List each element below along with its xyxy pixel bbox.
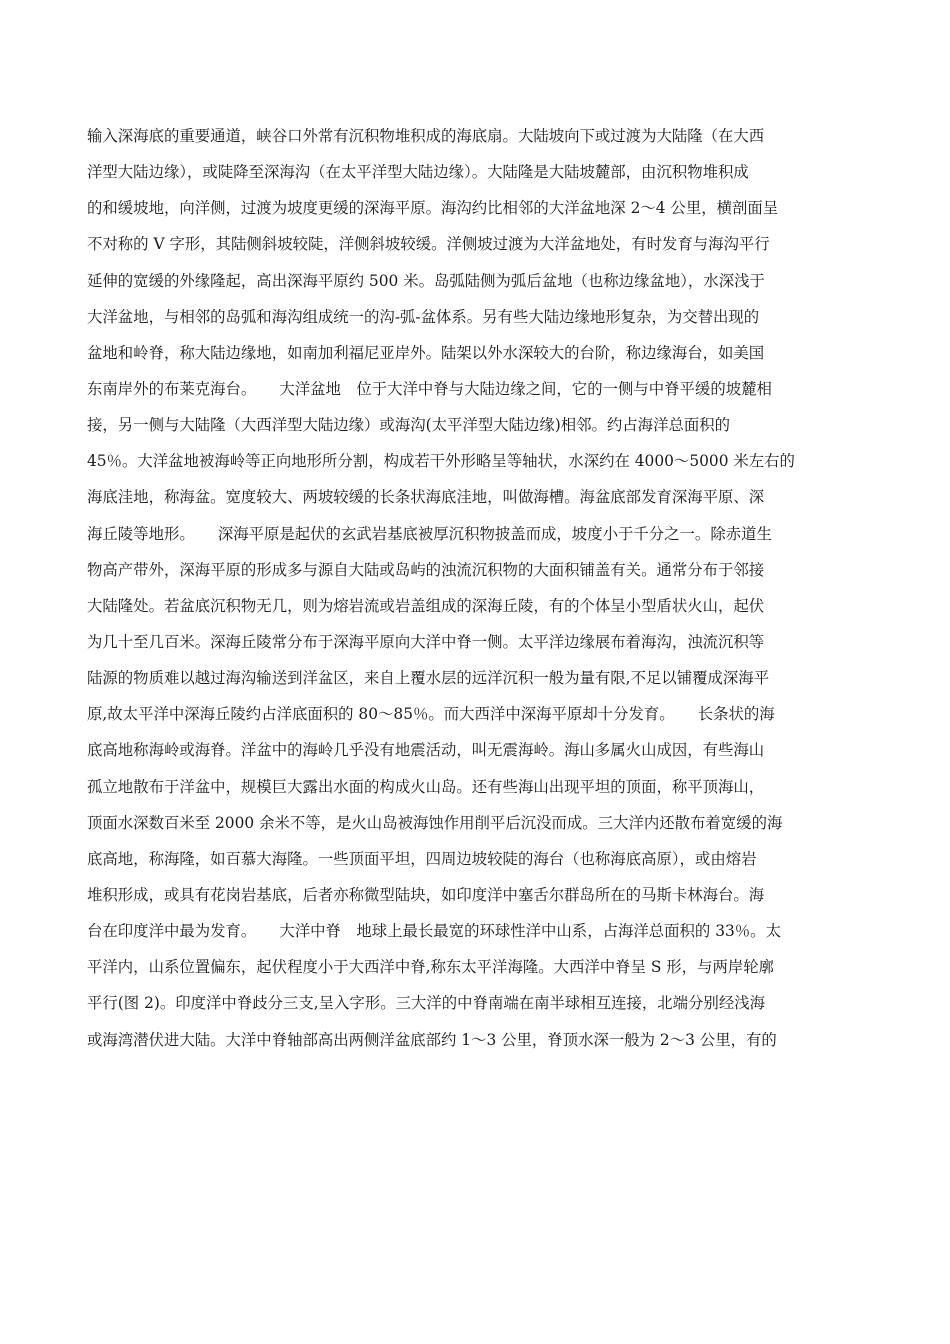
text-line: 原,故太平洋中深海丘陵约占洋底面积的 80～85％。而大西洋中深海平原却十分发育。 长条状的海 (87, 705, 775, 724)
text-line: 孤立地散布于洋盆中，规模巨大露出水面的构成火山岛。还有些海山出现平坦的顶面，称平顶海山， (87, 777, 765, 796)
text-line: 平行(图 2)。印度洋中脊歧分三支,呈入字形。三大洋的中脊南端在南半球相互连接，北端分别经浅海 (87, 994, 765, 1013)
text-line: 堆积形成，或具有花岗岩基底，后者亦称微型陆块，如印度洋中塞舌尔群岛所在的马斯卡林海台。海 (87, 885, 765, 904)
text-line: 海丘陵等地形。 深海平原是起伏的玄武岩基底被厚沉积物披盖而成，坡度小于千分之一。除赤道生 (87, 524, 772, 543)
text-line: 陆源的物质难以越过海沟输送到洋盆区，来自上覆水层的远洋沉积一般为量有限,不足以铺覆成深海平 (87, 669, 770, 688)
text-line: 的和缓坡地，向洋侧，过渡为坡度更缓的深海平原。海沟约比相邻的大洋盆地深 2～4 公里，横剖面呈 (87, 199, 779, 218)
text-line: 大洋盆地，与相邻的岛弧和海沟组成统一的沟-弧-盆体系。另有些大陆边缘地形复杂，为交替出现的 (87, 307, 760, 326)
text-line: 底高地称海岭或海脊。洋盆中的海岭几乎没有地震活动，叫无震海岭。海山多属火山成因，有些海山 (87, 741, 765, 760)
text-line: 海底洼地，称海盆。宽度较大、两坡较缓的长条状海底洼地，叫做海槽。海盆底部发育深海平原、深 (87, 488, 765, 507)
text-line: 输入深海底的重要通道，峡谷口外常有沉积物堆积成的海底扇。大陆坡向下或过渡为大陆隆（在大西 (87, 127, 765, 145)
text-line: 延伸的宽缓的外缘隆起，高出深海平原约 500 米。岛弧陆侧为弧后盆地（也称边缘盆地），水深浅于 (87, 271, 765, 290)
text-line: 或海湾潜伏进大陆。大洋中脊轴部高出两侧洋盆底部约 1～3 公里，脊顶水深一般为 2～3 公里，有的 (87, 1030, 777, 1049)
text-line: 盆地和岭脊，称大陆边缘地，如南加利福尼亚岸外。陆架以外水深较大的台阶，称边缘海台，如美国 (87, 343, 765, 362)
text-line: 为几十至几百米。深海丘陵常分布于深海平原向大洋中脊一侧。太平洋边缘展布着海沟，浊流沉积等 (87, 632, 765, 651)
text-line: 台在印度洋中最为发育。 大洋中脊 地球上最长最宽的环球性洋中山系，占海洋总面积的 33％。太 (87, 922, 781, 941)
text-line: 顶面水深数百米至 2000 余米不等，是火山岛被海蚀作用削平后沉没而成。三大洋内还散布着宽缓的海 (87, 813, 783, 832)
text-line: 接，另一侧与大陆隆（大西洋型大陆边缘）或海沟(太平洋型大陆边缘)相邻。约占海洋总面积的 (87, 416, 731, 435)
text-line: 平洋内，山系位置偏东，起伏程度小于大西洋中脊,称东太平洋海隆。大西洋中脊呈 S 形，与两岸轮廓 (87, 958, 775, 977)
text-line: 大陆隆处。若盆底沉积物无几，则为熔岩流或岩盖组成的深海丘陵，有的个体呈小型盾状火山，起伏 (87, 596, 765, 615)
text-line: 物高产带外，深海平原的形成多与源自大陆或岛屿的浊流沉积物的大面积铺盖有关。通常分布于邻接 (87, 560, 765, 579)
body-text (87, 118, 863, 1058)
text-line: 不对称的 V 字形，其陆侧斜坡较陡，洋侧斜坡较缓。洋侧坡过渡为大洋盆地处，有时发育与海沟平行 (87, 235, 770, 254)
text-line: 东南岸外的布莱克海台。 大洋盆地 位于大洋中脊与大陆边缘之间，它的一侧与中脊平缓的坡麓相 (87, 379, 772, 398)
text-line: 底高地，称海隆，如百慕大海隆。一些顶面平坦，四周边坡较陡的海台（也称海底高原），或由熔岩 (87, 849, 757, 868)
text-line: 45％。大洋盆地被海岭等正向地形所分割，构成若干外形略呈等轴状，水深约在 4000～5000 米左右的 (87, 452, 795, 471)
text-line: 洋型大陆边缘），或陡降至深海沟（在太平洋型大陆边缘）。大陆隆是大陆坡麓部，由沉积物堆积成 (87, 163, 749, 182)
